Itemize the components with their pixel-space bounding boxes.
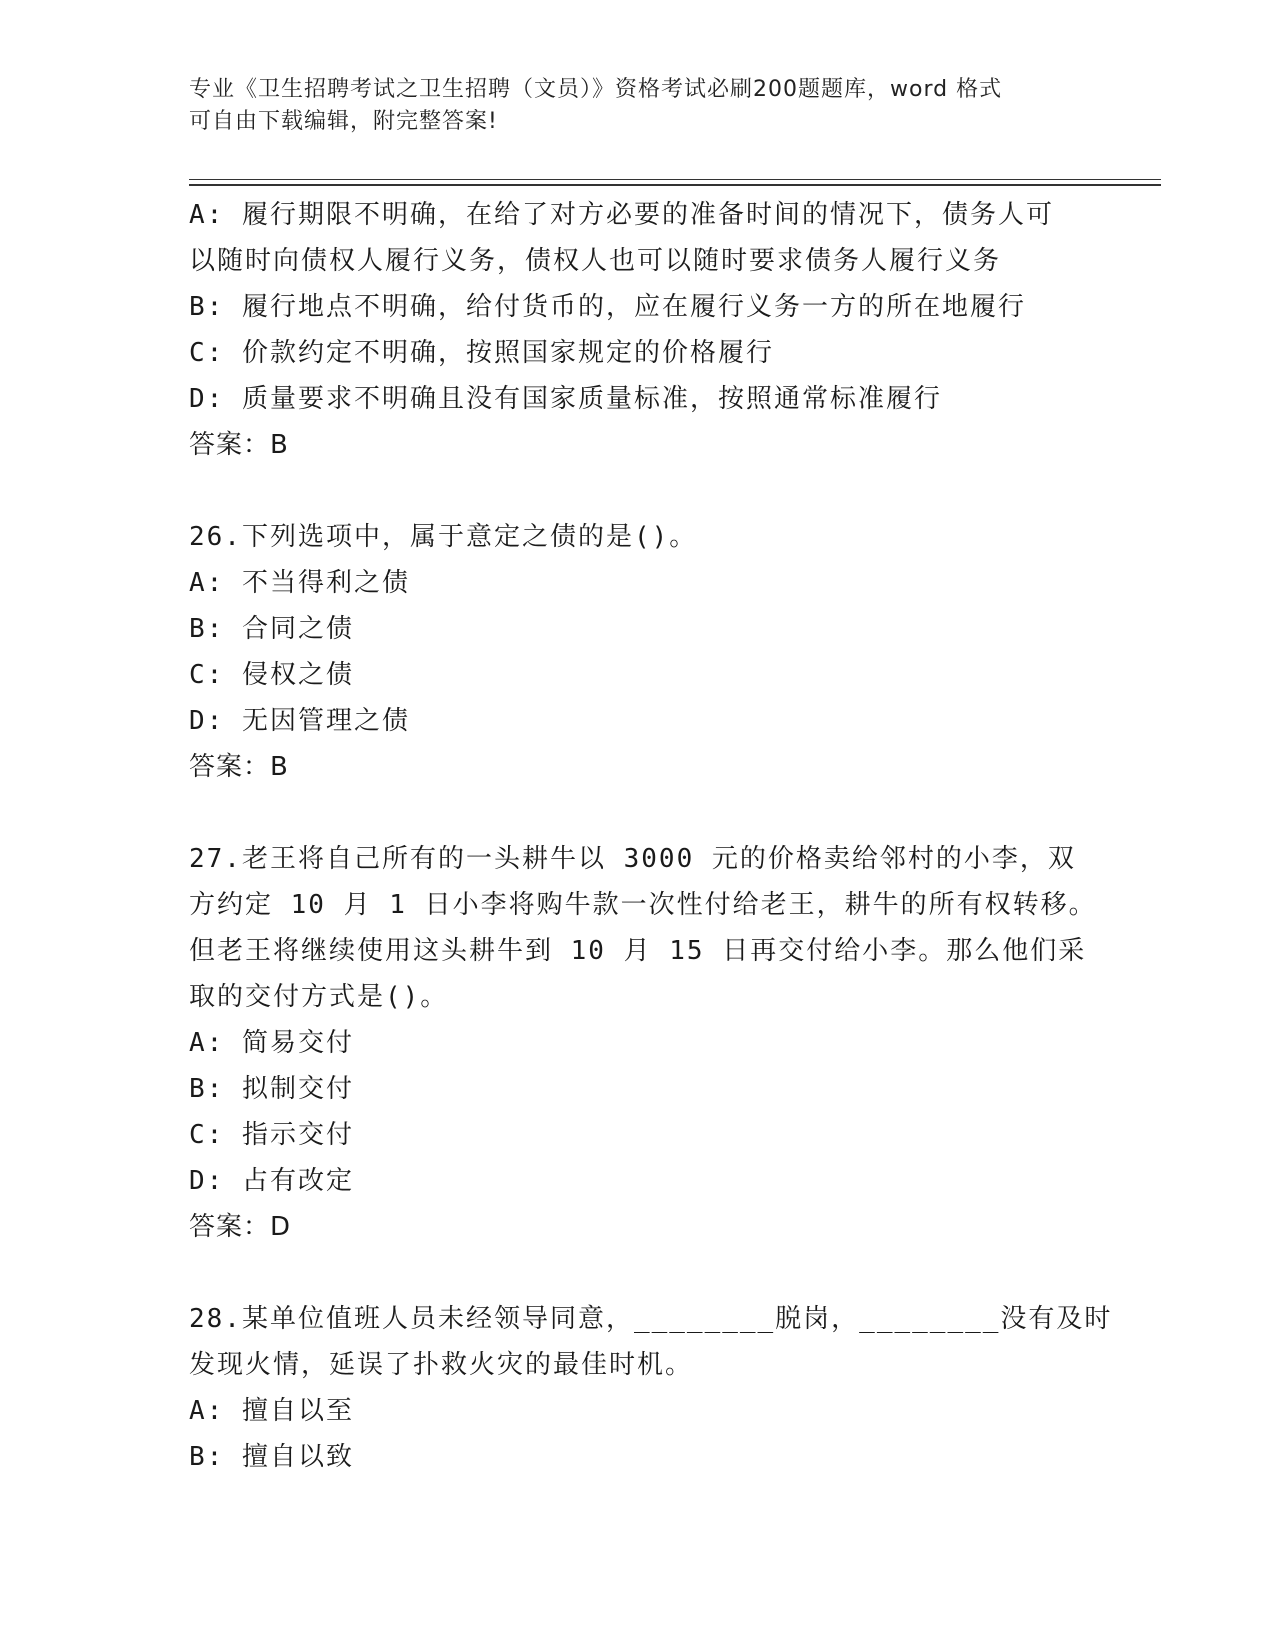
header-line-2: 可自由下载编辑，附完整答案! bbox=[189, 109, 498, 134]
q28-option-b: B: 擅自以致 bbox=[189, 1442, 354, 1472]
q25-option-b: B: 履行地点不明确，给付货币的，应在履行义务一方的所在地履行 bbox=[189, 292, 1026, 322]
q26-option-a: A: 不当得利之债 bbox=[189, 568, 410, 598]
question-28-block bbox=[189, 1296, 1113, 1480]
q26-answer: 答案：B bbox=[189, 752, 289, 782]
q27-option-d: D: 占有改定 bbox=[189, 1166, 354, 1196]
q27-question-line-4: 取的交付方式是()。 bbox=[189, 982, 449, 1012]
q27-question-line-1: 27.老王将自己所有的一头耕牛以 3000 元的价格卖给邻村的小李，双 bbox=[189, 844, 1076, 874]
q26-option-c: C: 侵权之债 bbox=[189, 660, 354, 690]
q27-question-line-3: 但老王将继续使用这头耕牛到 10 月 15 日再交付给小李。那么他们采 bbox=[189, 936, 1087, 966]
q27-question-line-2: 方约定 10 月 1 日小李将购牛款一次性付给老王，耕牛的所有权转移。 bbox=[189, 890, 1097, 920]
header-line-1: 专业《卫生招聘考试之卫生招聘（文员）》资格考试必刷200题题库，word 格式 bbox=[189, 77, 1003, 102]
header-divider-thin bbox=[189, 179, 1161, 180]
spacer bbox=[189, 468, 1089, 514]
question-27-block bbox=[189, 836, 1097, 1250]
q27-option-a: A: 简易交付 bbox=[189, 1028, 354, 1058]
question-content bbox=[189, 192, 1113, 1480]
spacer bbox=[189, 1250, 1089, 1296]
question-26-block bbox=[189, 514, 1089, 790]
q25-option-c: C: 价款约定不明确，按照国家规定的价格履行 bbox=[189, 338, 774, 368]
spacer bbox=[189, 790, 1089, 836]
q27-answer: 答案：D bbox=[189, 1212, 292, 1242]
document-header bbox=[189, 74, 1079, 138]
q26-question: 26.下列选项中，属于意定之债的是()。 bbox=[189, 522, 698, 552]
question-25-block bbox=[189, 192, 1089, 468]
q26-option-b: B: 合同之债 bbox=[189, 614, 354, 644]
q27-option-c: C: 指示交付 bbox=[189, 1120, 354, 1150]
q25-option-d: D: 质量要求不明确且没有国家质量标准，按照通常标准履行 bbox=[189, 384, 942, 414]
q28-question-line-2: 发现火情，延误了扑救火灾的最佳时机。 bbox=[189, 1350, 694, 1380]
q28-question-line-1: 28.某单位值班人员未经领导同意，________脱岗，________没有及时 bbox=[189, 1304, 1113, 1334]
q26-option-d: D: 无因管理之债 bbox=[189, 706, 410, 736]
q27-option-b: B: 拟制交付 bbox=[189, 1074, 354, 1104]
q25-answer: 答案：B bbox=[189, 430, 289, 460]
q25-option-a-line-2: 以随时向债权人履行义务，债权人也可以随时要求债务人履行义务 bbox=[189, 246, 1002, 276]
header-divider-thick bbox=[189, 184, 1161, 186]
q25-option-a-line-1: A: 履行期限不明确，在给了对方必要的准备时间的情况下，债务人可 bbox=[189, 200, 1054, 230]
q28-option-a: A: 擅自以至 bbox=[189, 1396, 354, 1426]
